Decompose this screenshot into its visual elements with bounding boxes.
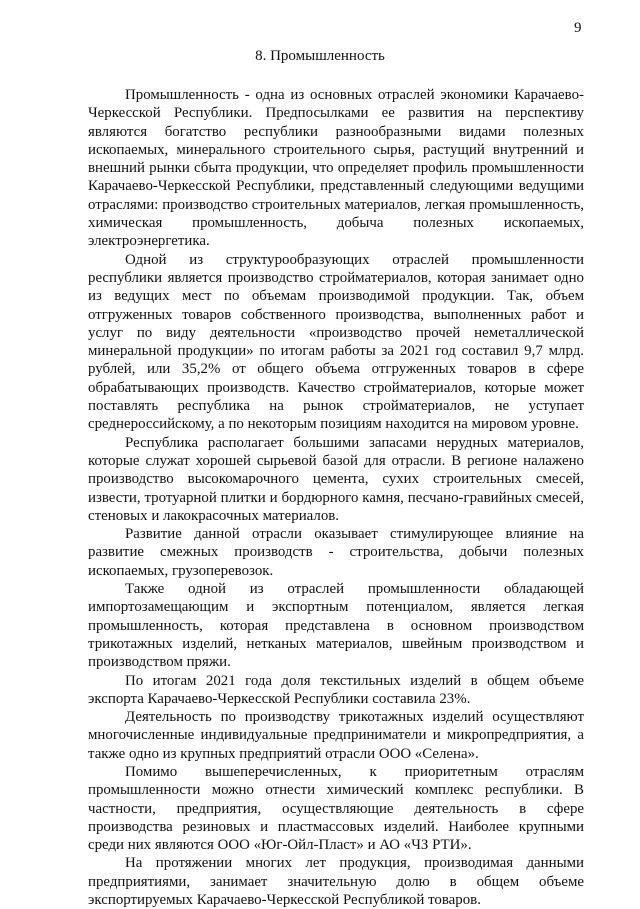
paragraph-non-metallic-resources: Республика располагает большими запасами нерудных материалов, которые служат хорошей сырьевой базой для отрасли. В регионе налажено производство высокомарочного цемента, сухих строительных смесей, извести, тротуарной плитки и бордюрного камня, песчано-гравийных смесей, стеновых и лакокрасочных материалов.	[88, 434, 584, 524]
body-text	[88, 86, 584, 909]
paragraph-textile-export: По итогам 2021 года доля текстильных изделий в общем объеме экспорта Карачаево-Черкесской Республики составила 23%.	[88, 672, 584, 707]
paragraph-knitwear-producers: Деятельность по производству трикотажных изделий осуществляют многочисленные индивидуальные предприниматели и микропредприятия, а также одно из крупных предприятий отрасли ООО «Селена».	[88, 709, 584, 762]
paragraph-industry-overview: Промышленность - одна из основных отраслей экономики Карачаево-Черкесской Республики. Предпосылками ее развития на перспективу являются богатство республики разнообразными видами полезных ископаемых, минерального строительного сырья, растущий внутренний и внешний рынки сбыта продукции, что определяет профиль промышленности Карачаево-Черкесской Республики, представленный следующими ведущими отраслями: производство строительных материалов, легкая промышленность, химическая промышленность, добыча полезных ископаемых, электроэнергетика.	[88, 87, 584, 250]
page-number: 9	[574, 20, 582, 36]
paragraph-related-industries: Развитие данной отрасли оказывает стимулирующее влияние на развитие смежных производств - строительства, добычи полезных ископаемых, грузоперевозок.	[88, 526, 584, 579]
paragraph-chemical-complex: Помимо вышеперечисленных, к приоритетным отраслям промышленности можно отнести химический комплекс республики. В частности, предприятия, осуществляющие деятельность в сфере производства резиновых и пластмассовых изделий. Наиболее крупными среди них являются ООО «Юг-Ойл-Пласт» и АО «ЧЗ РТИ».	[88, 763, 584, 854]
section-title: 8. Промышленность	[255, 48, 385, 64]
paragraph-building-materials: Одной из структурообразующих отраслей промышленности республики является производство стройматериалов, которая занимает одно из ведущих мест по объемам производимой продукции. Так, объем отгруженных товаров собственного производства, выполненных работ и услуг по виду деятельности «производство прочей неметаллической минеральной продукции» по итогам работы за 2021 год составил 9,7 млрд. рублей, или 35,2% от общего объема отгруженных товаров в сфере обрабатывающих производств. Качество стройматериалов, которые может поставлять республика на рынок стройматериалов, не уступает среднероссийскому, а по некоторым позициям находится на мировом уровне.	[88, 251, 584, 433]
paragraph-export-share: На протяжении многих лет продукция, производимая данными предприятиями, занимает значительную долю в общем объеме экспортируемых Карачаево-Черкесской Республикой товаров.	[88, 855, 584, 909]
paragraph-light-industry: Также одной из отраслей промышленности обладающей импортозамещающим и экспортным потенциалом, является легкая промышленность, которая представлена в основном производством трикотажных изделий, нетканых материалов, швейным производством и производством пряжи.	[88, 581, 584, 671]
